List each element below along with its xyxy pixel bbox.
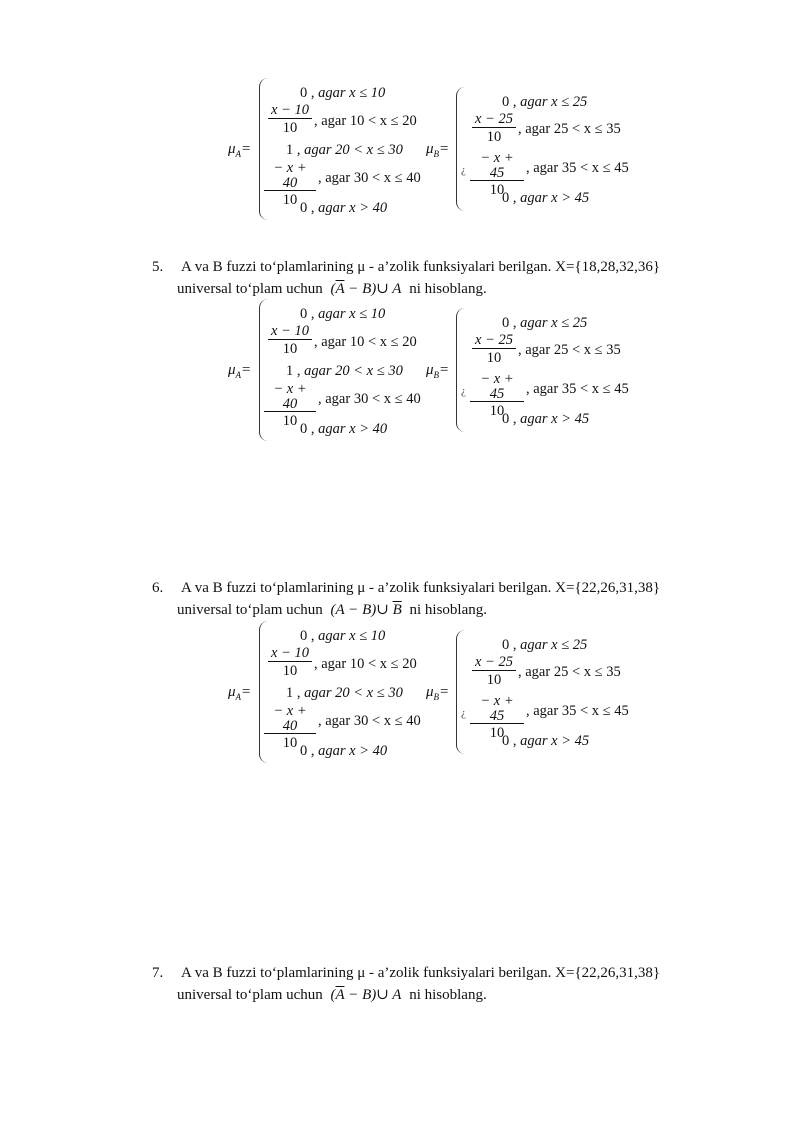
b-row-3-fraction: $\frac{- x + 45}{10}$ [470, 372, 524, 419]
set-expression: (A − B)∪ $\overline{B}$ [330, 602, 402, 618]
a-row-1: 0 , agar x ≤ 10 [300, 628, 386, 644]
a-row-2-condition: , agar 10 < x ≤ 20 [314, 334, 417, 350]
b-row-2-fraction: $\frac{x - 25}{10}$ [472, 333, 516, 365]
mu-b-label: $\mu_B=$ [426, 362, 450, 380]
mu-a-label: $\mu_A=$ [228, 684, 252, 702]
a-row-4-condition: , agar 30 < x ≤ 40 [318, 170, 421, 186]
a-row-1: 0 , agar x ≤ 10 [300, 306, 386, 322]
b-row-1: 0 , agar x ≤ 25 [502, 637, 588, 653]
b-row-3-glyph: ¿ [461, 385, 466, 397]
b-row-3-glyph: ¿ [461, 164, 466, 176]
a-row-4-fraction: $\frac{- x + 40}{10}$ [264, 704, 316, 751]
mu-a-label: $\mu_A=$ [228, 141, 252, 159]
a-row-2-condition: , agar 10 < x ≤ 20 [314, 656, 417, 672]
b-row-2-condition: , agar 25 < x ≤ 35 [518, 342, 621, 358]
b-row-3-glyph: ¿ [461, 707, 466, 719]
task-number: 5. [152, 259, 164, 275]
a-row-2-fraction: $\frac{x - 10}{10}$ [268, 324, 312, 356]
a-row-4-fraction: $\frac{- x + 40}{10}$ [264, 382, 316, 429]
b-row-3-fraction: $\frac{- x + 45}{10}$ [470, 694, 524, 741]
a-row-3: 1 , agar 20 < x ≤ 30 [286, 363, 403, 379]
b-row-3-fraction: $\frac{- x + 45}{10}$ [470, 151, 524, 198]
b-row-3-condition: , agar 35 < x ≤ 45 [526, 160, 629, 176]
b-row-2-fraction: $\frac{x - 25}{10}$ [472, 655, 516, 687]
a-row-5: 0 , agar x > 40 [300, 200, 388, 216]
a-row-5: 0 , agar x > 40 [300, 421, 388, 437]
a-row-3: 1 , agar 20 < x ≤ 30 [286, 685, 403, 701]
b-row-2-condition: , agar 25 < x ≤ 35 [518, 121, 621, 137]
task-number: 6. [152, 580, 164, 596]
b-row-2-fraction: $\frac{x - 25}{10}$ [472, 112, 516, 144]
a-row-4-condition: , agar 30 < x ≤ 40 [318, 391, 421, 407]
a-row-2-condition: , agar 10 < x ≤ 20 [314, 113, 417, 129]
b-row-3-condition: , agar 35 < x ≤ 45 [526, 703, 629, 719]
a-row-1: 0 , agar x ≤ 10 [300, 85, 386, 101]
mu-b-label: $\mu_B=$ [426, 684, 450, 702]
b-row-4: 0 , agar x > 45 [502, 411, 590, 427]
task-statement: A va B fuzzi to‘plamlarining μ - a’zolik funksiyalari berilgan. X={18,28,32,36} [181, 259, 661, 275]
set-expression: ($\overline{A}$ − B)∪ A [330, 987, 402, 1003]
set-expression: ($\overline{A}$ − B)∪ A [330, 281, 402, 297]
brace-b [456, 87, 465, 211]
b-row-3-condition: , agar 35 < x ≤ 45 [526, 381, 629, 397]
task-statement: A va B fuzzi to‘plamlarining μ - a’zolik funksiyalari berilgan. X={22,26,31,38} [181, 965, 661, 981]
brace-b [456, 308, 465, 432]
brace-b [456, 630, 465, 754]
a-row-3: 1 , agar 20 < x ≤ 30 [286, 142, 403, 158]
a-row-5: 0 , agar x > 40 [300, 743, 388, 759]
b-row-2-condition: , agar 25 < x ≤ 35 [518, 664, 621, 680]
task-question: universal to‘plam uchun ($\overline{A}$ − B)∪ A ni hisoblang. [177, 281, 487, 297]
b-row-1: 0 , agar x ≤ 25 [502, 94, 588, 110]
task-statement: A va B fuzzi to‘plamlarining μ - a’zolik funksiyalari berilgan. X={22,26,31,38} [181, 580, 661, 596]
membership-formulas-3 [0, 543, 800, 773]
a-row-4-condition: , agar 30 < x ≤ 40 [318, 713, 421, 729]
b-row-1: 0 , agar x ≤ 25 [502, 315, 588, 331]
a-row-2-fraction: $\frac{x - 10}{10}$ [268, 103, 312, 135]
b-row-4: 0 , agar x > 45 [502, 190, 590, 206]
task-number: 7. [152, 965, 164, 981]
a-row-2-fraction: $\frac{x - 10}{10}$ [268, 646, 312, 678]
mu-a-label: $\mu_A=$ [228, 362, 252, 380]
task-question: universal to‘plam uchun (A − B)∪ $\overline{B}$ ni hisoblang. [177, 602, 487, 618]
membership-formulas-2 [0, 221, 800, 451]
a-row-4-fraction: $\frac{- x + 40}{10}$ [264, 161, 316, 208]
membership-formulas-1 [0, 0, 800, 230]
task-question: universal to‘plam uchun ($\overline{A}$ − B)∪ A ni hisoblang. [177, 987, 487, 1003]
mu-b-label: $\mu_B=$ [426, 141, 450, 159]
b-row-4: 0 , agar x > 45 [502, 733, 590, 749]
